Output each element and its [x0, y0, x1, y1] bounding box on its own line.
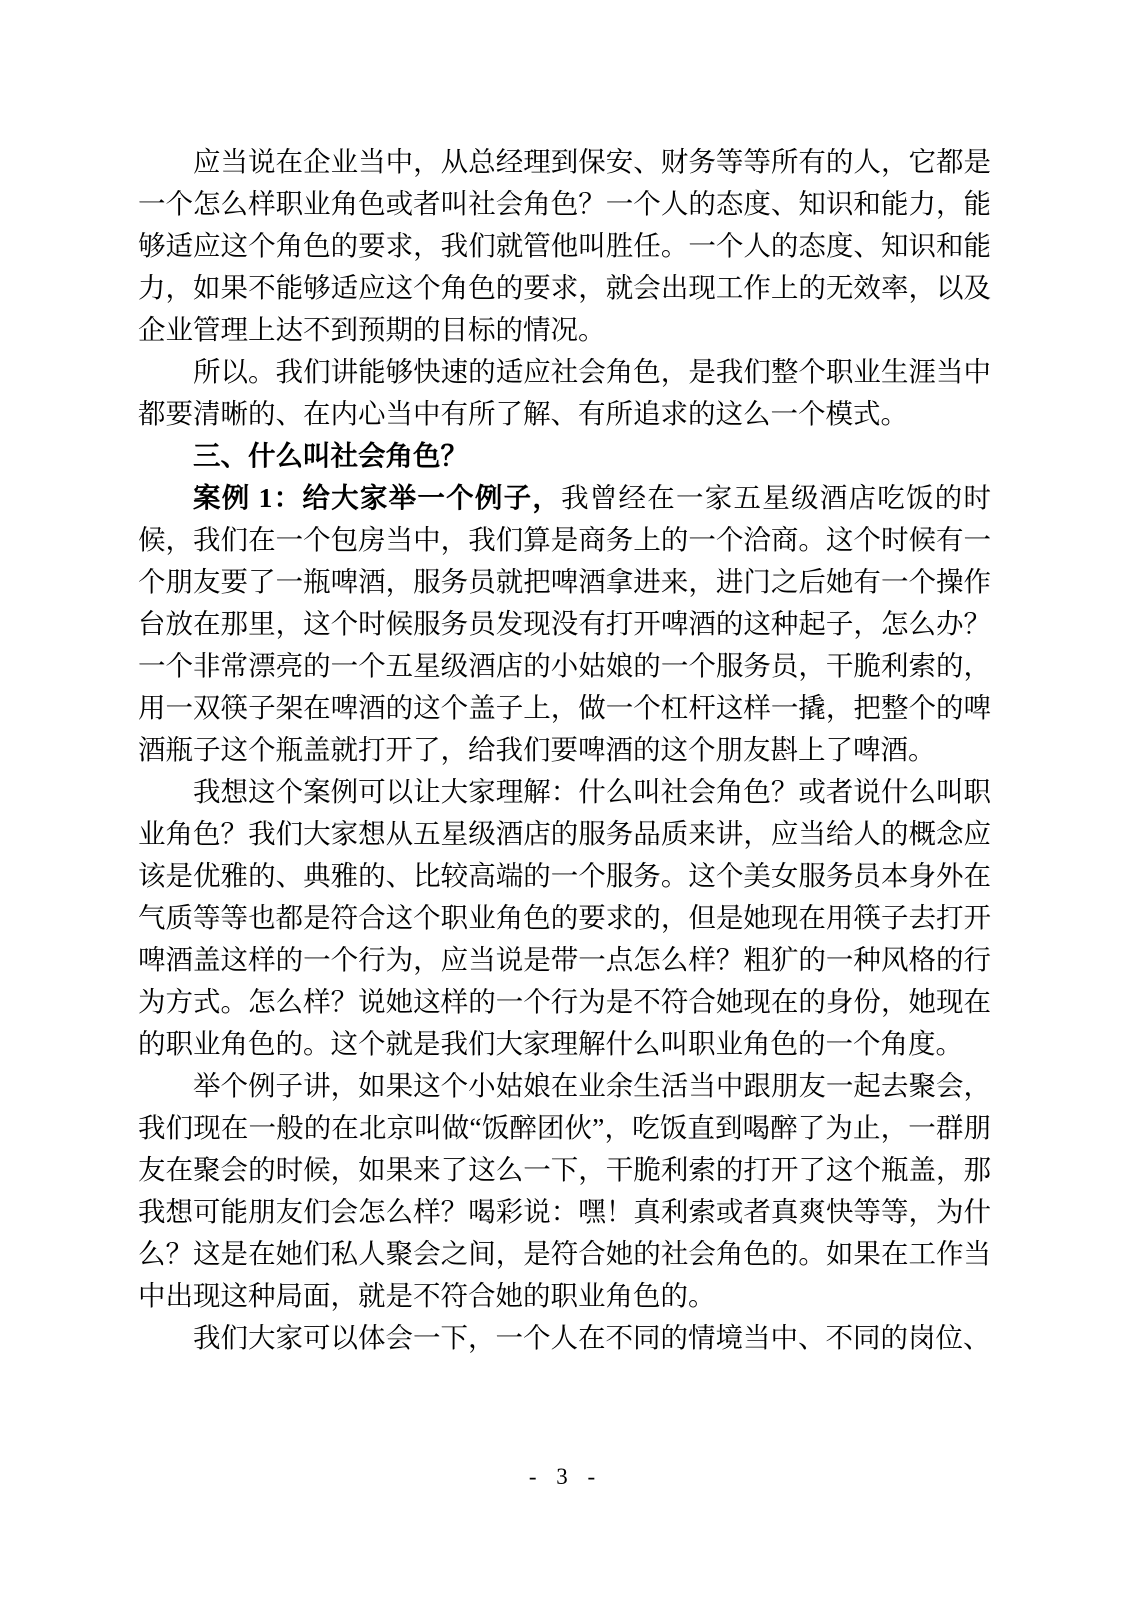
paragraph-adapt-social-role: 所以。我们讲能够快速的适应社会角色，是我们整个职业生涯当中都要清晰的、在内心当中有所了解、有所追求的这么一个模式。 [138, 356, 991, 429]
case-1-lead-label: 案例 1：给大家举一个例子， [193, 482, 562, 513]
document-body [138, 141, 991, 1359]
page-number: - 3 - [528, 1464, 603, 1489]
section-heading-what-is-social-role: 三、什么叫社会角色？ [193, 440, 468, 471]
paragraph-case-analysis: 我想这个案例可以让大家理解：什么叫社会角色？或者说什么叫职业角色？我们大家想从五星级酒店的服务品质来讲，应当给人的概念应该是优雅的、典雅的、比较高端的一个服务。这个美女服务员本身外在气质等等也都是符合这个职业角色的要求的，但是她现在用筷子去打开啤酒盖这样的一个行为，应当说是带一点怎么样？粗犷的一种风格的行为方式。怎么样？说她这样的一个行为是不符合她现在的身份，她现在的职业角色的。这个就是我们大家理解什么叫职业角色的一个角度。 [138, 776, 991, 1059]
paragraph-case-1 [138, 477, 991, 771]
case-1-body-text: 我曾经在一家五星级酒店吃饭的时候，我们在一个包房当中，我们算是商务上的一个洽商。这个时候有一个朋友要了一瓶啤酒，服务员就把啤酒拿进来，进门之后她有一个操作台放在那里，这个时候服务员发现没有打开啤酒的这种起子，怎么办？一个非常漂亮的一个五星级酒店的小姑娘的一个服务员，干脆利索的，用一双筷子架在啤酒的这个盖子上，做一个杠杆这样一撬，把整个的啤酒瓶子这个瓶盖就打开了，给我们要啤酒的这个朋友斟上了啤酒。 [138, 482, 991, 765]
paragraph-closing-line: 我们大家可以体会一下，一个人在不同的情境当中、不同的岗位、 [193, 1322, 991, 1353]
paragraph-role-competence: 应当说在企业当中，从总经理到保安、财务等等所有的人，它都是一个怎么样职业角色或者叫社会角色？一个人的态度、知识和能力，能够适应这个角色的要求，我们就管他叫胜任。一个人的态度、知识和能力，如果不能够适应这个角色的要求，就会出现工作上的无效率，以及企业管理上达不到预期的目标的情况。 [138, 146, 991, 345]
paragraph-private-gathering-example: 举个例子讲，如果这个小姑娘在业余生活当中跟朋友一起去聚会，我们现在一般的在北京叫做“饭醉团伙”，吃饭直到喝醉了为止，一群朋友在聚会的时候，如果来了这么一下，干脆利索的打开了这个瓶盖，那我想可能朋友们会怎么样？喝彩说：嘿！真利索或者真爽快等等，为什么？这是在她们私人聚会之间，是符合她的社会角色的。如果在工作当中出现这种局面，就是不符合她的职业角色的。 [138, 1070, 991, 1311]
